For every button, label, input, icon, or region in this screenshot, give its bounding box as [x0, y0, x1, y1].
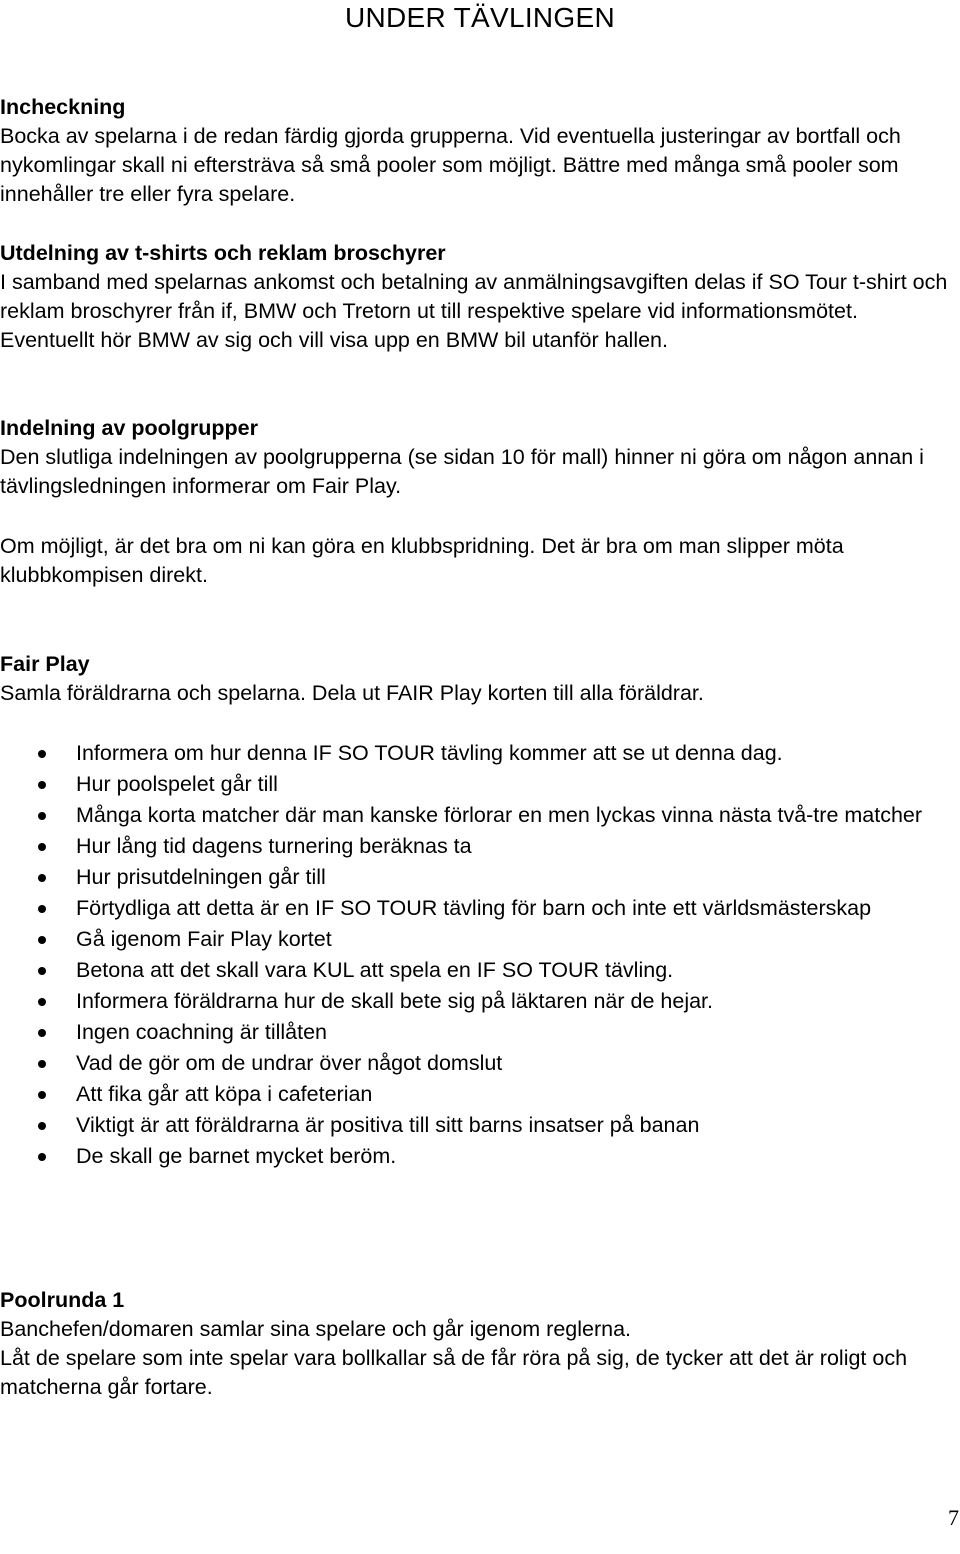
bullet-list-item	[0, 1018, 950, 1047]
section-heading: Utdelning av t-shirts och reklam broschyrer	[0, 241, 446, 265]
bullet-dot-icon	[38, 843, 46, 851]
bullet-text: Att fika går att köpa i cafeterian	[76, 1082, 373, 1106]
bullet-list-item	[0, 739, 950, 768]
bullet-dot-icon	[38, 1153, 46, 1161]
bullet-text: Ingen coachning är tillåten	[76, 1020, 328, 1044]
bullet-text: Många korta matcher där man kanske förlorar en men lyckas vinna nästa två-tre matcher	[76, 803, 923, 827]
section-incheckning	[0, 93, 950, 209]
bullet-dot-icon	[38, 905, 46, 913]
section-klubbspridning	[0, 532, 950, 590]
section-text: Låt de spelare som inte spelar vara bollkallar så de får röra på sig, de tycker att det är roligt och matcherna går fortare.	[0, 1346, 908, 1399]
section-text: Samla föräldrarna och spelarna. Dela ut FAIR Play korten till alla föräldrar.	[0, 681, 704, 705]
page-title: UNDER TÄVLINGEN	[344, 2, 616, 33]
section-poolrunda	[0, 1286, 950, 1402]
section-text: Bocka av spelarna i de redan färdig gjorda grupperna. Vid eventuella justeringar av bortfall och nykomlingar skall ni eftersträva så små pooler som möjligt. Bättre med många små pooler som innehåller tre eller fyra spelare.	[0, 124, 901, 206]
section-text: Banchefen/domaren samlar sina spelare och går igenom reglerna.	[0, 1317, 632, 1341]
bullet-list-item	[0, 1111, 950, 1140]
bullet-dot-icon	[38, 1060, 46, 1068]
bullet-text: Förtydliga att detta är en IF SO TOUR tävling för barn och inte ett världsmästerskap	[76, 896, 872, 920]
section-text: Om möjligt, är det bra om ni kan göra en klubbspridning. Det är bra om man slipper möta klubbkompisen direkt.	[0, 534, 844, 587]
bullet-dot-icon	[38, 874, 46, 882]
bullet-list-item	[0, 863, 950, 892]
bullet-list-item	[0, 801, 950, 830]
bullet-text: De skall ge barnet mycket beröm.	[76, 1144, 397, 1168]
bullet-text: Hur poolspelet går till	[76, 772, 278, 796]
bullet-list-item	[0, 1049, 950, 1078]
bullet-text: Informera om hur denna IF SO TOUR tävling kommer att se ut denna dag.	[76, 741, 783, 765]
bullet-dot-icon	[38, 1029, 46, 1037]
bullet-dot-icon	[38, 1122, 46, 1130]
section-heading: Poolrunda 1	[0, 1288, 125, 1312]
bullet-text: Informera föräldrarna hur de skall bete sig på läktaren när de hejar.	[76, 989, 714, 1013]
bullet-dot-icon	[38, 750, 46, 758]
section-utdelning	[0, 239, 950, 355]
bullet-list-item	[0, 956, 950, 985]
bullet-text: Viktigt är att föräldrarna är positiva till sitt barns insatser på banan	[76, 1113, 700, 1137]
page-number: 7	[948, 1505, 959, 1530]
bullet-text: Hur lång tid dagens turnering beräknas ta	[76, 834, 472, 858]
bullet-list-item	[0, 770, 950, 799]
bullet-text: Hur prisutdelningen går till	[76, 865, 326, 889]
bullet-dot-icon	[38, 998, 46, 1006]
section-fair-play	[0, 650, 950, 708]
section-heading: Incheckning	[0, 95, 126, 119]
fair-play-bullet-list	[0, 739, 950, 1173]
bullet-text: Betona att det skall vara KUL att spela en IF SO TOUR tävling.	[76, 958, 674, 982]
bullet-dot-icon	[38, 812, 46, 820]
section-heading: Indelning av poolgrupper	[0, 416, 258, 440]
bullet-list-item	[0, 1080, 950, 1109]
section-heading: Fair Play	[0, 652, 90, 676]
bullet-dot-icon	[38, 936, 46, 944]
section-text: Den slutliga indelningen av poolgrupperna (se sidan 10 för mall) hinner ni göra om någon annan i tävlingsledningen informerar om Fair Play.	[0, 445, 924, 498]
bullet-dot-icon	[38, 781, 46, 789]
bullet-dot-icon	[38, 1091, 46, 1099]
bullet-text: Gå igenom Fair Play kortet	[76, 927, 332, 951]
bullet-text: Vad de gör om de undrar över något domslut	[76, 1051, 503, 1075]
bullet-list-item	[0, 925, 950, 954]
bullet-list-item	[0, 832, 950, 861]
bullet-list-item	[0, 987, 950, 1016]
bullet-list-item	[0, 894, 950, 923]
section-text: I samband med spelarnas ankomst och betalning av anmälningsavgiften delas if SO Tour t-shirt och reklam broschyrer från if, BMW och Tretorn ut till respektive spelare vid informationsmötet. Eventuellt hör BMW av sig och vill visa upp en BMW bil utanför hallen.	[0, 270, 948, 352]
bullet-list-item	[0, 1142, 950, 1171]
section-indelning	[0, 414, 950, 501]
bullet-dot-icon	[38, 967, 46, 975]
